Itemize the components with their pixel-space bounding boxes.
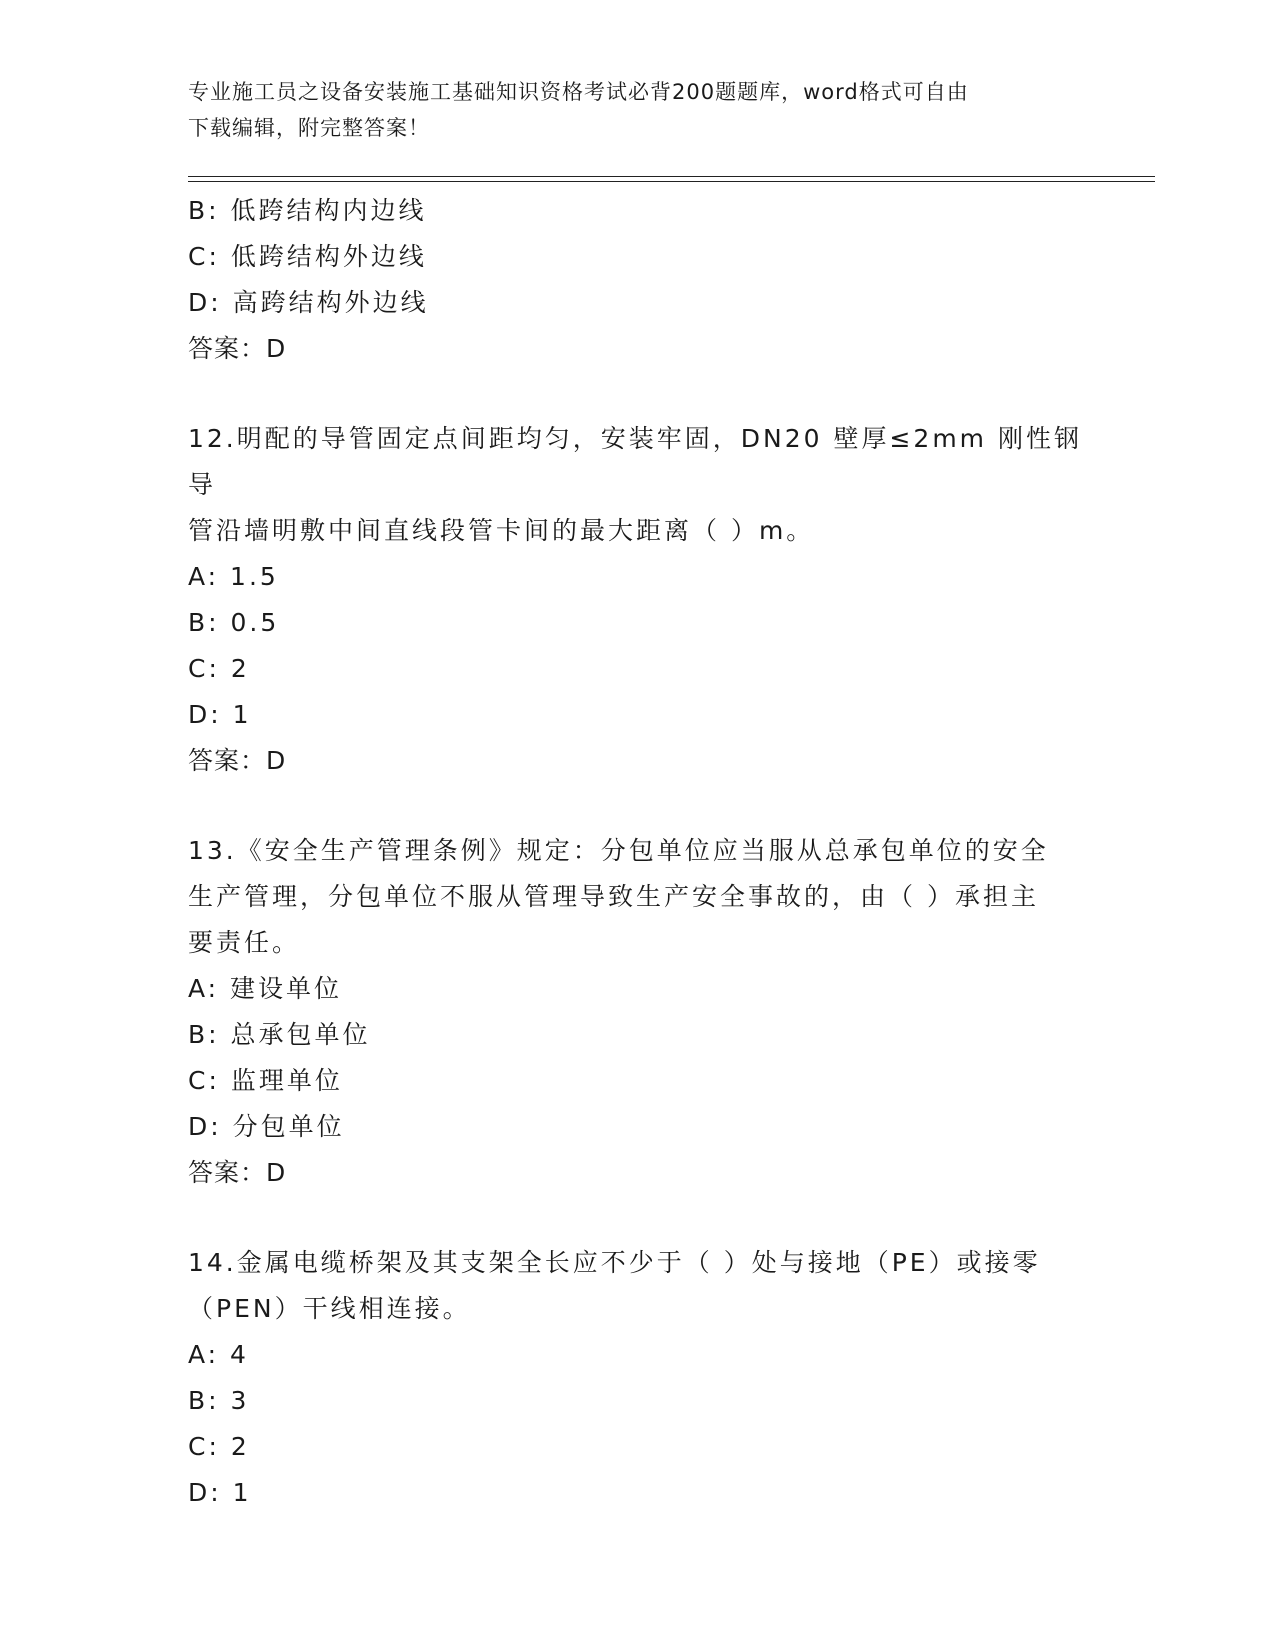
option-d: D: 高跨结构外边线 (188, 288, 429, 317)
question-11-continued (188, 188, 1088, 372)
option-a: A: 建设单位 (188, 974, 343, 1003)
option-c: C: 2 (188, 1432, 250, 1461)
question-spacer (188, 784, 1088, 828)
question-stem-line: 生产管理，分包单位不服从管理导致生产安全事故的，由（ ）承担主 (188, 882, 1039, 911)
option-c: C: 2 (188, 654, 250, 683)
header-line-1: 专业施工员之设备安装施工基础知识资格考试必背200题题库，word格式可自由 (188, 80, 969, 104)
question-stem-line: 管沿墙明敷中间直线段管卡间的最大距离（ ）m。 (188, 516, 815, 545)
question-spacer (188, 1196, 1088, 1240)
option-c: C: 低跨结构外边线 (188, 242, 427, 271)
question-14 (188, 1240, 1088, 1516)
question-spacer (188, 372, 1088, 416)
question-stem-line: （PEN）干线相连接。 (188, 1294, 471, 1323)
option-d: D: 1 (188, 700, 252, 729)
question-list (188, 188, 1088, 1516)
option-b: B: 低跨结构内边线 (188, 196, 427, 225)
header-divider-bottom (188, 181, 1155, 182)
option-a: A: 4 (188, 1340, 249, 1369)
option-b: B: 总承包单位 (188, 1020, 371, 1049)
option-c: C: 监理单位 (188, 1066, 343, 1095)
option-b: B: 0.5 (188, 608, 280, 637)
header-divider-top (188, 176, 1155, 177)
answer-line: 答案：D (188, 1158, 287, 1187)
question-stem-line: 13.《安全生产管理条例》规定：分包单位应当服从总承包单位的安全 (188, 836, 1049, 865)
header-line-2: 下载编辑，附完整答案！ (188, 116, 430, 140)
question-13 (188, 828, 1088, 1196)
option-d: D: 1 (188, 1478, 252, 1507)
question-stem-line: 12.明配的导管固定点间距均匀，安装牢固，DN20 壁厚≤2mm 刚性钢导 (188, 424, 1082, 499)
document-header (188, 74, 1088, 146)
option-b: B: 3 (188, 1386, 250, 1415)
answer-line: 答案：D (188, 746, 287, 775)
question-12 (188, 416, 1088, 784)
question-stem-line: 14.金属电缆桥架及其支架全长应不少于（ ）处与接地（PE）或接零 (188, 1248, 1041, 1277)
option-d: D: 分包单位 (188, 1112, 345, 1141)
question-stem-line: 要责任。 (188, 928, 301, 957)
option-a: A: 1.5 (188, 562, 279, 591)
answer-line: 答案：D (188, 334, 287, 363)
